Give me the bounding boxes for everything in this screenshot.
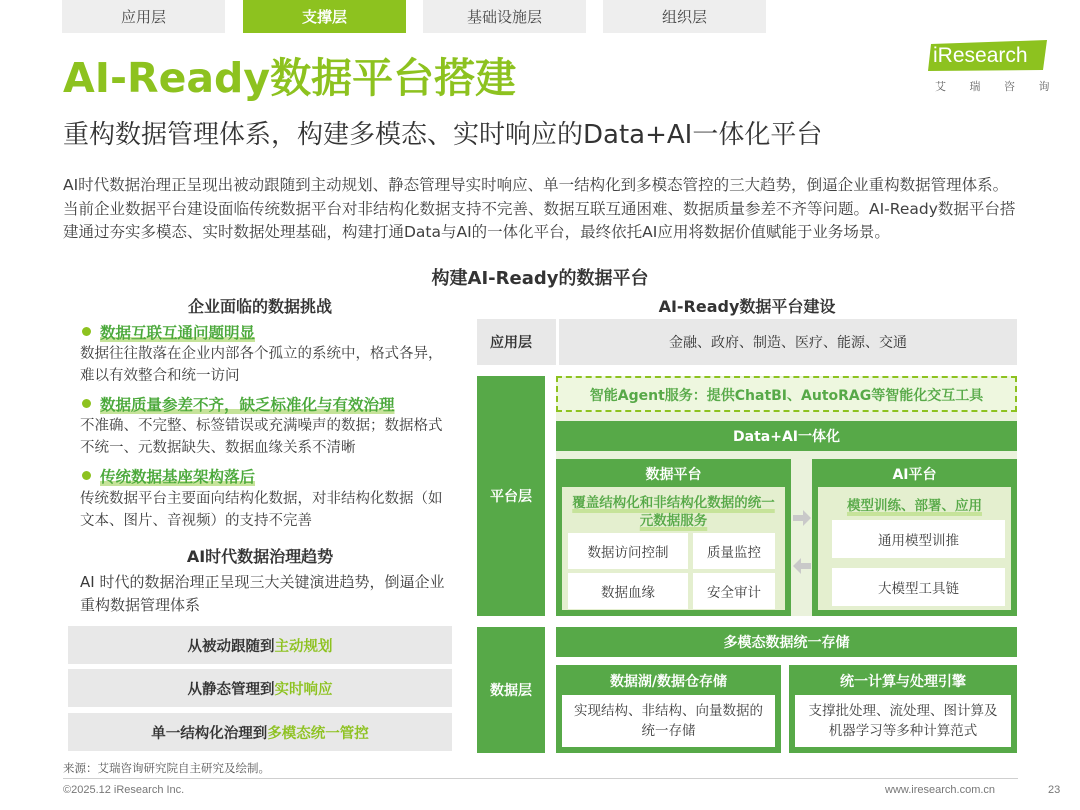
data-lineage-box: 数据血缘 (568, 573, 688, 609)
trends-header: AI时代数据治理趋势 (186, 547, 334, 566)
footer-url: www.iresearch.com.cn (885, 784, 996, 796)
challenge-title: 数据互联互通问题明显 (100, 324, 256, 342)
challenge-title: 数据质量参差不齐，缺乏标准化与有效治理 (100, 396, 395, 414)
challenge-desc: 数据往往散落在企业内部各个孤立的系统中，格式各异，难以有效整合和统一访问 (80, 346, 443, 384)
general-model-training-box: 通用模型训推 (832, 520, 1005, 558)
lake-title: 数据湖/数据仓存储 (609, 674, 728, 690)
data-layer-label: 数据层 (477, 627, 545, 753)
arrow-left-icon (792, 557, 812, 579)
iresearch-logo (925, 40, 1050, 72)
challenge-desc: 传统数据平台主要面向结构化数据，对非结构化数据（如文本、图片、音视频）的支持不完善 (80, 491, 443, 529)
security-audit-box: 安全审计 (693, 573, 775, 609)
logo-subtext: 艾 瑞 咨 询 (935, 80, 1060, 93)
page-number: 23 (1048, 784, 1061, 796)
agent-service-text: 智能Agent服务：提供ChatBI、AutoRAG等智能化交互工具 (589, 388, 984, 404)
page-title: AI-Ready数据平台搭建 (63, 54, 517, 102)
intro-paragraph: AI时代数据治理正呈现出被动跟随到主动规划、静态管理导实时响应、单一结构化到多模态管控的三大趋势，倒逼企业重构数据管理体系。当前企业数据平台建设面临传统数据平台对非结构化数据支持不完善、数据互联互通困难、数据质量参差不齐等问题。AI-Ready数据平台搭建通过夯实多模态、实时数据处理基础，构建打通Data与AI的一体化平台，最终依托AI应用将数据价值赋能于业务场景。 (63, 176, 1016, 241)
footer-copyright: ©2025.12 iResearch Inc. (63, 784, 185, 796)
page-subtitle: 重构数据管理体系，构建多模态、实时响应的Data+AI一体化平台 (63, 120, 823, 150)
quality-monitor-box: 质量监控 (693, 533, 775, 569)
engine-desc: 支撑批处理、流处理、图计算及机器学习等多种计算范式 (795, 695, 1011, 747)
data-platform-title: 数据平台 (645, 467, 702, 483)
bullet-dot-icon (82, 327, 91, 336)
tab-organization-layer[interactable]: 组织层 (603, 0, 766, 33)
challenges-header: 企业面临的数据挑战 (187, 297, 332, 316)
challenge-title: 传统数据基座架构落后 (100, 468, 256, 486)
tab-support-layer[interactable]: 支撑层 (243, 0, 406, 33)
ai-platform-title: AI平台 (892, 467, 937, 483)
bullet-dot-icon (82, 471, 91, 480)
trend-row: 从 被动跟随 到 主动规划 (68, 626, 452, 664)
footer-divider (63, 778, 1018, 779)
logo-text: iResearch (933, 44, 1028, 67)
data-access-control-box: 数据访问控制 (568, 533, 688, 569)
diagram-title: 构建AI-Ready的数据平台 (431, 268, 649, 289)
trend-row: 单一结构化治理 到 多模态统一管控 (68, 713, 452, 751)
platform-header: AI-Ready数据平台建设 (658, 297, 836, 316)
lake-desc: 实现结构、非结构、向量数据的统一存储 (562, 695, 775, 747)
app-layer-content: 金融、政府、制造、医疗、能源、交通 (556, 319, 1017, 365)
tab-infrastructure-layer[interactable]: 基础设施层 (423, 0, 586, 33)
tab-application-layer[interactable]: 应用层 (62, 0, 225, 33)
arrow-right-icon (792, 509, 812, 531)
llm-toolchain-box: 大模型工具链 (832, 568, 1005, 606)
app-layer-label: 应用层 (490, 335, 532, 351)
trend-row: 从 静态管理 到 实时响应 (68, 669, 452, 707)
bullet-dot-icon (82, 399, 91, 408)
engine-title: 统一计算与处理引擎 (840, 674, 966, 690)
data-ai-integration-bar: Data+AI一体化 (556, 421, 1017, 451)
data-platform-desc: 覆盖结构化和非结构化数据的统一元数据服务 (572, 495, 775, 529)
ai-platform-desc: 模型训练、部署、应用 (847, 498, 982, 514)
source-note: 来源：艾瑞咨询研究院自主研究及绘制。 (63, 761, 270, 775)
challenge-desc: 不准确、不完整、标签错误或充满噪声的数据；数据格式不统一、元数据缺失、数据血缘关系不清晰 (80, 418, 443, 456)
platform-layer-label: 平台层 (477, 376, 545, 616)
multimodal-storage-bar: 多模态数据统一存储 (556, 627, 1017, 657)
trends-desc: AI 时代的数据治理正呈现三大关键演进趋势，倒逼企业重构数据管理体系 (80, 573, 445, 614)
